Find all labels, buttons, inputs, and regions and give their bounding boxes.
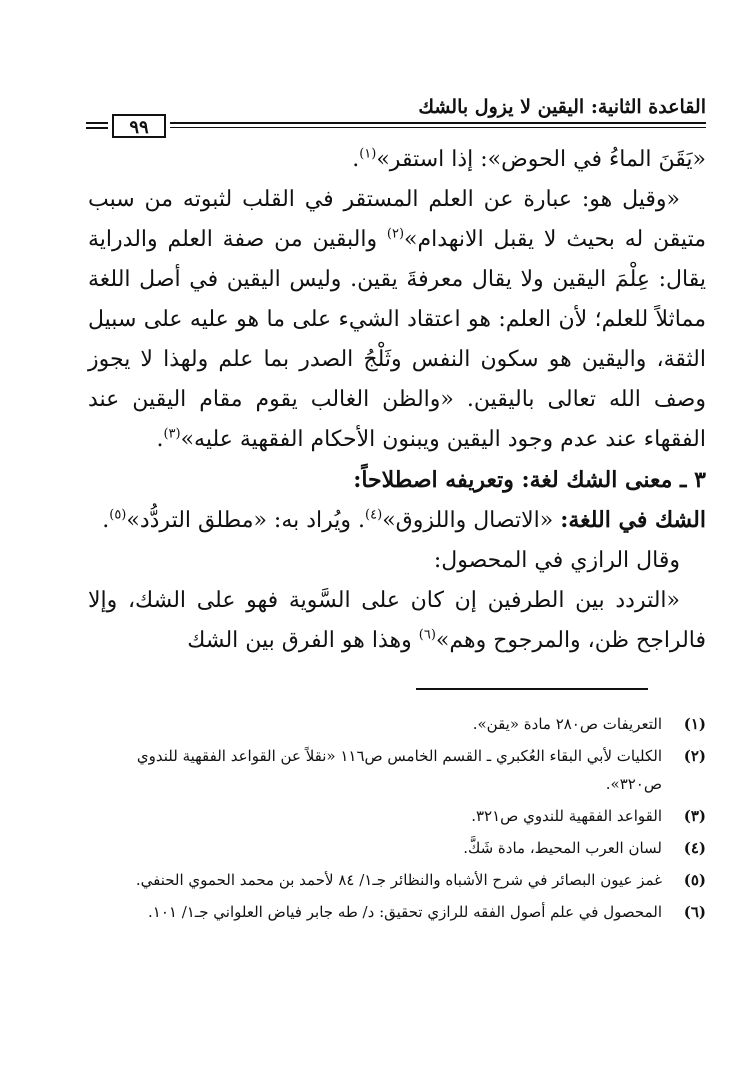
paragraph <box>88 140 706 180</box>
footnote-text: لسان العرب المحيط، مادة شَكَّ. <box>463 839 662 857</box>
main-text <box>88 140 706 661</box>
term-label: الشك في اللغة: <box>560 507 706 533</box>
paragraph <box>88 500 706 541</box>
footnote <box>84 866 706 894</box>
text-run: «التردد بين الطرفين إن كان على السَّوية فهو على الشك، وإلا فالراجح ظن، والمرجوح وهم» <box>88 588 706 653</box>
footnote <box>84 834 706 862</box>
chapter-title: القاعدة الثانية: اليقين لا يزول بالشك <box>418 96 706 118</box>
footnote-number: (٤) <box>683 839 706 857</box>
text-run: والبقين من صفة العلم والدراية يقال: عِلْمَ اليقين ولا يقال معرفةَ يقين. وليس اليقين في أصل اللغة مماثلاً للعلم؛ لأن العلم: هو اعتقاد الشيء على ما هو عليه على سبيل الثقة، واليقين هو سكون النفس وثَلْجُ الصدر بما علم ولهذا لا يجوز وصف الله تعالى باليقين. «والظن الغالب يقوم مقام اليقين عند الفقهاء عند عدم وجود اليقين ويبنون الأحكام الفقهية عليه» <box>88 227 706 452</box>
footnote-text: القواعد الفقهية للندوي ص٣٢١. <box>471 807 662 825</box>
footnote-ref: (٣) <box>163 426 181 442</box>
footnote <box>84 710 706 738</box>
text-run: وهذا هو الفرق بين الشك <box>187 628 419 653</box>
footnote-text: الكليات لأبي البقاء العُكبري ـ القسم الخامس ص١١٦ «نقلاً عن القواعد الفقهية للندوي ص٣٢٠». <box>136 747 662 793</box>
footnote-ref: (٥) <box>109 507 127 523</box>
text-run: . ويُراد به: «مطلق التردُّد» <box>126 508 366 533</box>
header-rule <box>86 127 108 129</box>
footnote <box>84 802 706 830</box>
footnote-number: (٦) <box>683 903 706 921</box>
page-number: ٩٩ <box>112 114 166 138</box>
text-run: «الاتصال واللزوق» <box>382 508 561 533</box>
running-header <box>86 92 706 138</box>
text-run: «وقيل هو: عبارة عن العلم المستقر في القلب لثبوته من سبب متيقن له بحيث لا يقبل الانهدام» <box>88 187 706 252</box>
footnote-ref: (١) <box>359 146 377 162</box>
footnote-text: التعريفات ص٢٨٠ مادة «يقن». <box>472 715 662 733</box>
text-run: . <box>156 427 164 452</box>
paragraph <box>88 180 706 460</box>
footnote-number: (٥) <box>683 871 706 889</box>
footnote <box>84 742 706 798</box>
footnotes <box>84 710 706 930</box>
footnote-separator <box>416 688 648 690</box>
footnote-ref: (٢) <box>386 226 405 242</box>
footnote-number: (٢) <box>683 747 706 765</box>
header-rule <box>170 122 706 124</box>
footnote <box>84 898 706 926</box>
header-rule <box>86 122 108 124</box>
text-run: . <box>352 147 360 172</box>
footnote-text: غمز عيون البصائر في شرح الأشباه والنظائر جـ١/ ٨٤ لأحمد بن محمد الحموي الحنفي. <box>135 871 662 889</box>
header-rule <box>170 127 706 128</box>
paragraph <box>88 581 706 661</box>
text-run: «يَقَنَ الماءُ في الحوض»: إذا استقر» <box>376 147 706 172</box>
paragraph: وقال الرازي في المحصول: <box>433 548 680 573</box>
footnote-text: المحصول في علم أصول الفقه للرازي تحقيق: د/ طه جابر فياض العلواني جـ١/ ١٠١. <box>148 903 662 921</box>
footnote-ref: (٤) <box>365 507 383 523</box>
footnote-ref: (٦) <box>418 627 436 643</box>
text-run: . <box>102 508 110 533</box>
footnote-number: (١) <box>683 715 706 733</box>
section-heading: ٣ ـ معنى الشك لغة: وتعريفه اصطلاحاً: <box>353 467 706 493</box>
footnote-number: (٣) <box>683 807 706 825</box>
